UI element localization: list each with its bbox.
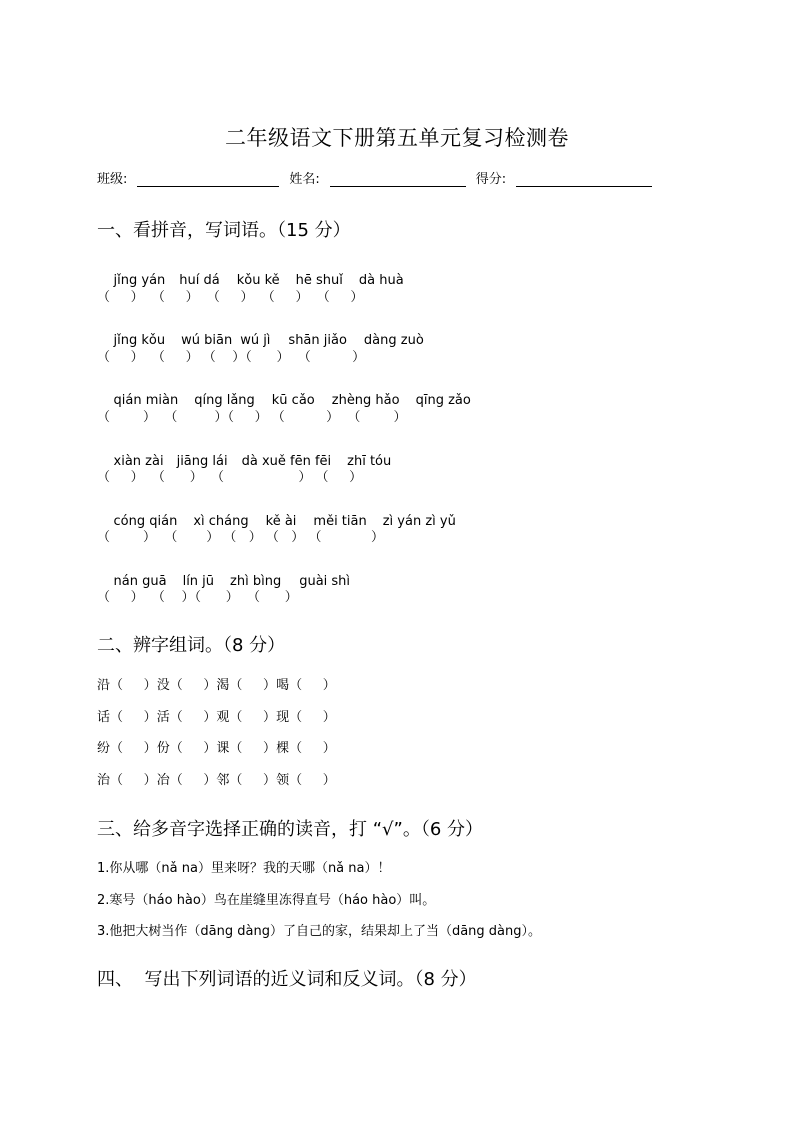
char: 邻 [216, 773, 230, 788]
pinyin-word: hē shuǐ [295, 273, 343, 288]
answer-blanks-row[interactable]: （ ） （ ） （ ） （ ） （ ） [97, 530, 385, 545]
char: 话 [97, 710, 111, 725]
char: 没 [156, 678, 170, 693]
pinyin-word: huí dá [179, 273, 220, 288]
pinyin-word: zhèng hǎo [331, 393, 400, 408]
pinyin-word: lín jū [182, 574, 215, 589]
pinyin-word: kǒu kě [236, 273, 280, 288]
class-blank[interactable] [137, 172, 279, 187]
char-group-row: 沿（ ）没（ ）渴（ ）喝（ ） [97, 678, 336, 693]
pinyin-word: qián miàn [113, 393, 179, 408]
pinyin-word: kū cǎo [271, 393, 315, 408]
polyphone-item[interactable]: 2.寒号（háo hào）鸟在崖缝里冻得直号（háo hào）叫。 [97, 893, 436, 908]
pinyin-word: xì cháng [193, 514, 249, 529]
char-group-row: 纷（ ）份（ ）课（ ）棵（ ） [97, 741, 336, 756]
char: 冶 [156, 773, 170, 788]
pinyin-word: xiàn zài [113, 454, 164, 469]
char: 沿 [97, 678, 111, 693]
answer-blanks-row[interactable]: （ ） （ ） （ ）（ ） （ ） [97, 350, 366, 365]
pinyin-word: jǐng kǒu [113, 333, 166, 348]
section3-heading: 三、给多音字选择正确的读音，打 “√”。（6 分） [97, 819, 484, 840]
pinyin-word: měi tiān [313, 514, 367, 529]
score-blank[interactable] [516, 172, 652, 187]
pinyin-word: wú jì [240, 333, 271, 348]
pinyin-word: wú biān [181, 333, 233, 348]
answer-blanks-row[interactable]: （ ） （ ） （ ） （ ） [97, 470, 363, 485]
student-info-row [97, 168, 652, 187]
name-blank[interactable] [330, 172, 466, 187]
char: 活 [156, 710, 170, 725]
pinyin-word: guài shì [299, 574, 351, 589]
score-label: 得分: [475, 172, 507, 187]
pinyin-word: zì yán zì yǔ [382, 514, 456, 529]
answer-blanks-row[interactable]: （ ） （ ）（ ） （ ） [97, 590, 298, 605]
char-group-row: 治（ ）冶（ ）邻（ ）领（ ） [97, 773, 336, 788]
section2-heading: 二、辨字组词。（8 分） [97, 635, 286, 656]
section1-heading: 一、看拼音，写词语。（15 分） [97, 220, 351, 241]
polyphone-item[interactable]: 3.他把大树当作（dāng dàng）了自己的家，结果却上了当（dāng dàng）。 [97, 924, 542, 939]
name-label: 姓名: [289, 172, 320, 187]
pinyin-word: dà huà [358, 273, 404, 288]
class-label: 班级: [97, 172, 128, 187]
char: 课 [216, 741, 230, 756]
pinyin-word: jǐng yán [113, 273, 166, 288]
char: 棵 [276, 741, 290, 756]
char: 治 [97, 773, 111, 788]
pinyin-word: qíng lǎng [194, 393, 255, 408]
pinyin-word: jiāng lái [176, 454, 228, 469]
char-group-row: 话（ ）活（ ）观（ ）现（ ） [97, 710, 336, 725]
answer-blanks-row[interactable]: （ ） （ ） （ ） （ ） （ ） [97, 290, 364, 305]
char: 观 [216, 710, 230, 725]
char: 份 [156, 741, 170, 756]
pinyin-word: nán guā [113, 574, 167, 589]
pinyin-word: zhì bìng [230, 574, 282, 589]
page-title: 二年级语文下册第五单元复习检测卷 [225, 126, 569, 150]
pinyin-word: dà xuě fēn fēi [241, 454, 332, 469]
pinyin-word: dàng zuò [363, 333, 424, 348]
answer-blanks-row[interactable]: （ ） （ ）（ ） （ ） （ ） [97, 410, 407, 425]
pinyin-word: cóng qián [113, 514, 178, 529]
char: 喝 [276, 678, 290, 693]
char: 纷 [97, 741, 111, 756]
pinyin-word: qīng zǎo [415, 393, 471, 408]
pinyin-word: shān jiǎo [288, 333, 347, 348]
char: 渴 [216, 678, 230, 693]
pinyin-word: zhī tóu [347, 454, 392, 469]
polyphone-item[interactable]: 1.你从哪（nǎ na）里来呀？我的天哪（nǎ na）！ [97, 861, 391, 876]
pinyin-word: kě ài [265, 514, 297, 529]
char: 领 [276, 773, 290, 788]
char: 现 [276, 710, 290, 725]
section4-heading: 四、 写出下列词语的近义词和反义词。（8 分） [97, 969, 477, 990]
